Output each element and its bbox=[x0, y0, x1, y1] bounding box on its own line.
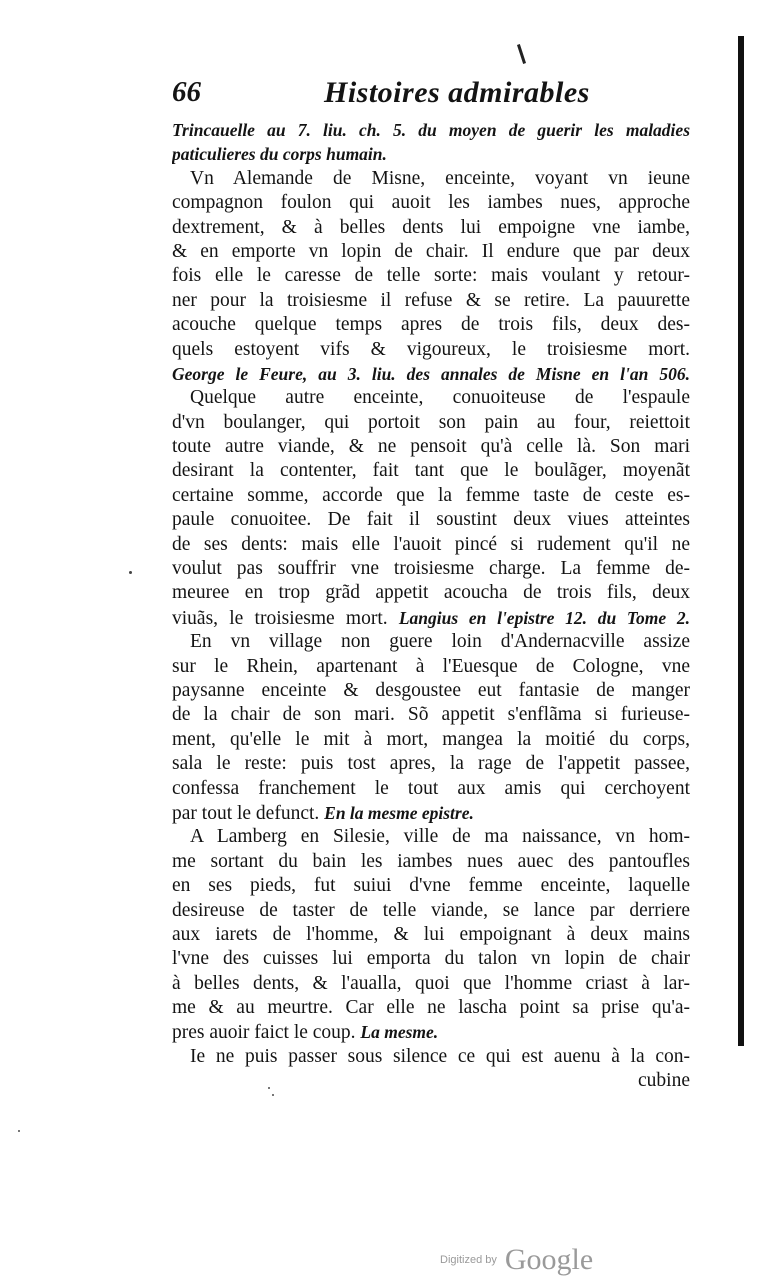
text-line: me sortant du bain les iambes nues auec des pantoufles bbox=[172, 850, 690, 872]
text-line: En vn village non guere loin d'Andernacville assize bbox=[190, 631, 690, 653]
text-line: toute autre viande, & ne pensoit qu'à celle là. Son mari bbox=[172, 436, 690, 458]
page-edge-line bbox=[738, 36, 744, 1046]
text-line: voulut pas souffrir vne troisiesme charge. La femme de- bbox=[172, 558, 690, 580]
text-line: de ses dents: mais elle l'auoit pincé si rudement qu'il ne bbox=[172, 533, 690, 555]
page-header bbox=[172, 76, 692, 118]
text-line bbox=[172, 1020, 690, 1044]
ink-mark bbox=[517, 44, 526, 64]
text-line: certaine somme, accorde que la femme taste de ceste es- bbox=[172, 484, 690, 506]
text-line: compagnon foulon qui auoit les iambes nues, approche bbox=[172, 192, 690, 214]
text-line: desireuse de taster de telle viande, se lance par derriere bbox=[172, 899, 690, 921]
margin-speck bbox=[272, 1094, 274, 1096]
text-line: me & au meurtre. Car elle ne lascha point sa prise qu'a- bbox=[172, 997, 690, 1019]
text-line: A Lamberg en Silesie, ville de ma naissance, vn hom- bbox=[190, 826, 690, 848]
text-line bbox=[172, 606, 690, 630]
running-title: Histoires admirables bbox=[324, 76, 590, 109]
text-line: ner pour la troisiesme il refuse & se retire. La pauurette bbox=[172, 289, 690, 311]
watermark-prefix: Digitized by bbox=[440, 1254, 497, 1266]
text-line: paysanne enceinte & desgoustee eut fantasie de manger bbox=[172, 679, 690, 701]
text-line: George le Feure, au 3. liu. des annales de Misne en l'an 506. bbox=[172, 363, 690, 384]
citation: En la mesme epistre. bbox=[324, 802, 474, 823]
line-text: viuãs, le troisiesme mort. bbox=[172, 607, 399, 629]
text-line: paule conuoitee. De fait il soustint deux viues atteintes bbox=[172, 509, 690, 531]
citation: Langius en l'epistre 12. du Tome 2. bbox=[398, 607, 690, 628]
text-line: sur le Rhein, apartenant à l'Euesque de Cologne, vne bbox=[172, 655, 690, 677]
text-line bbox=[172, 801, 690, 825]
page-number: 66 bbox=[172, 76, 201, 108]
text-line: sala le reste: puis tost apres, la rage de l'appetit passee, bbox=[172, 753, 690, 775]
text-line: Trincauelle au 7. liu. ch. 5. du moyen de guerir les maladies bbox=[172, 120, 690, 140]
text-line: de la chair de son mari. Sõ appetit s'enflãma si furieuse- bbox=[172, 704, 690, 726]
watermark-logo: Google bbox=[504, 1243, 594, 1276]
margin-speck bbox=[18, 1130, 20, 1132]
body-text bbox=[172, 118, 690, 1094]
text-line: l'vne des cuisses lui emporta du talon vn lopin de chair bbox=[172, 948, 690, 970]
digitized-watermark bbox=[440, 1243, 593, 1277]
text-line: dextrement, & à belles dents lui empoigne vne iambe, bbox=[172, 216, 690, 238]
text-line: desirant la contenter, fait tant que le boulãger, moyenãt bbox=[172, 460, 690, 482]
line-text: pres auoir faict le coup. bbox=[172, 1022, 361, 1044]
text-line: & en emporte vn lopin de chair. Il endure que par deux bbox=[172, 240, 690, 262]
text-line: en ses pieds, fut suiui d'vne femme enceinte, laquelle bbox=[172, 875, 690, 897]
text-line: ment, qu'elle le mit à mort, mangea la moitié du corps, bbox=[172, 728, 690, 750]
line-text: par tout le defunct. bbox=[172, 802, 325, 824]
citation: La mesme. bbox=[360, 1022, 439, 1043]
text-line: Quelque autre enceinte, conuoiteuse de l'espaule bbox=[190, 387, 690, 409]
margin-speck bbox=[268, 1087, 270, 1089]
text-line: paticulieres du corps humain. bbox=[172, 144, 387, 165]
text-line: quels estoyent vifs & vigoureux, le troisiesme mort. bbox=[172, 338, 690, 360]
text-line: Vn Alemande de Misne, enceinte, voyant vn ieune bbox=[190, 167, 690, 189]
text-line: fois elle le caresse de telle sorte: mais voulant y retour- bbox=[172, 265, 690, 287]
text-line: acouche quelque temps apres de trois fils, deux des- bbox=[172, 314, 690, 336]
text-line: Ie ne puis passer sous silence ce qui est auenu à la con- bbox=[190, 1045, 690, 1067]
text-line: confessa franchement le tout aux amis qui cerchoyent bbox=[172, 777, 690, 799]
text-line: cubine bbox=[638, 1070, 690, 1092]
text-line: aux iarets de l'homme, & lui empoignant à deux mains bbox=[172, 923, 690, 945]
margin-speck bbox=[129, 571, 132, 574]
text-line: à belles dents, & l'aualla, quoi que l'homme criast à lar- bbox=[172, 972, 690, 994]
text-line: meuree en trop grãd appetit acoucha de trois fils, deux bbox=[172, 582, 690, 604]
text-line: d'vn boulanger, qui portoit son pain au four, reiettoit bbox=[172, 411, 690, 433]
